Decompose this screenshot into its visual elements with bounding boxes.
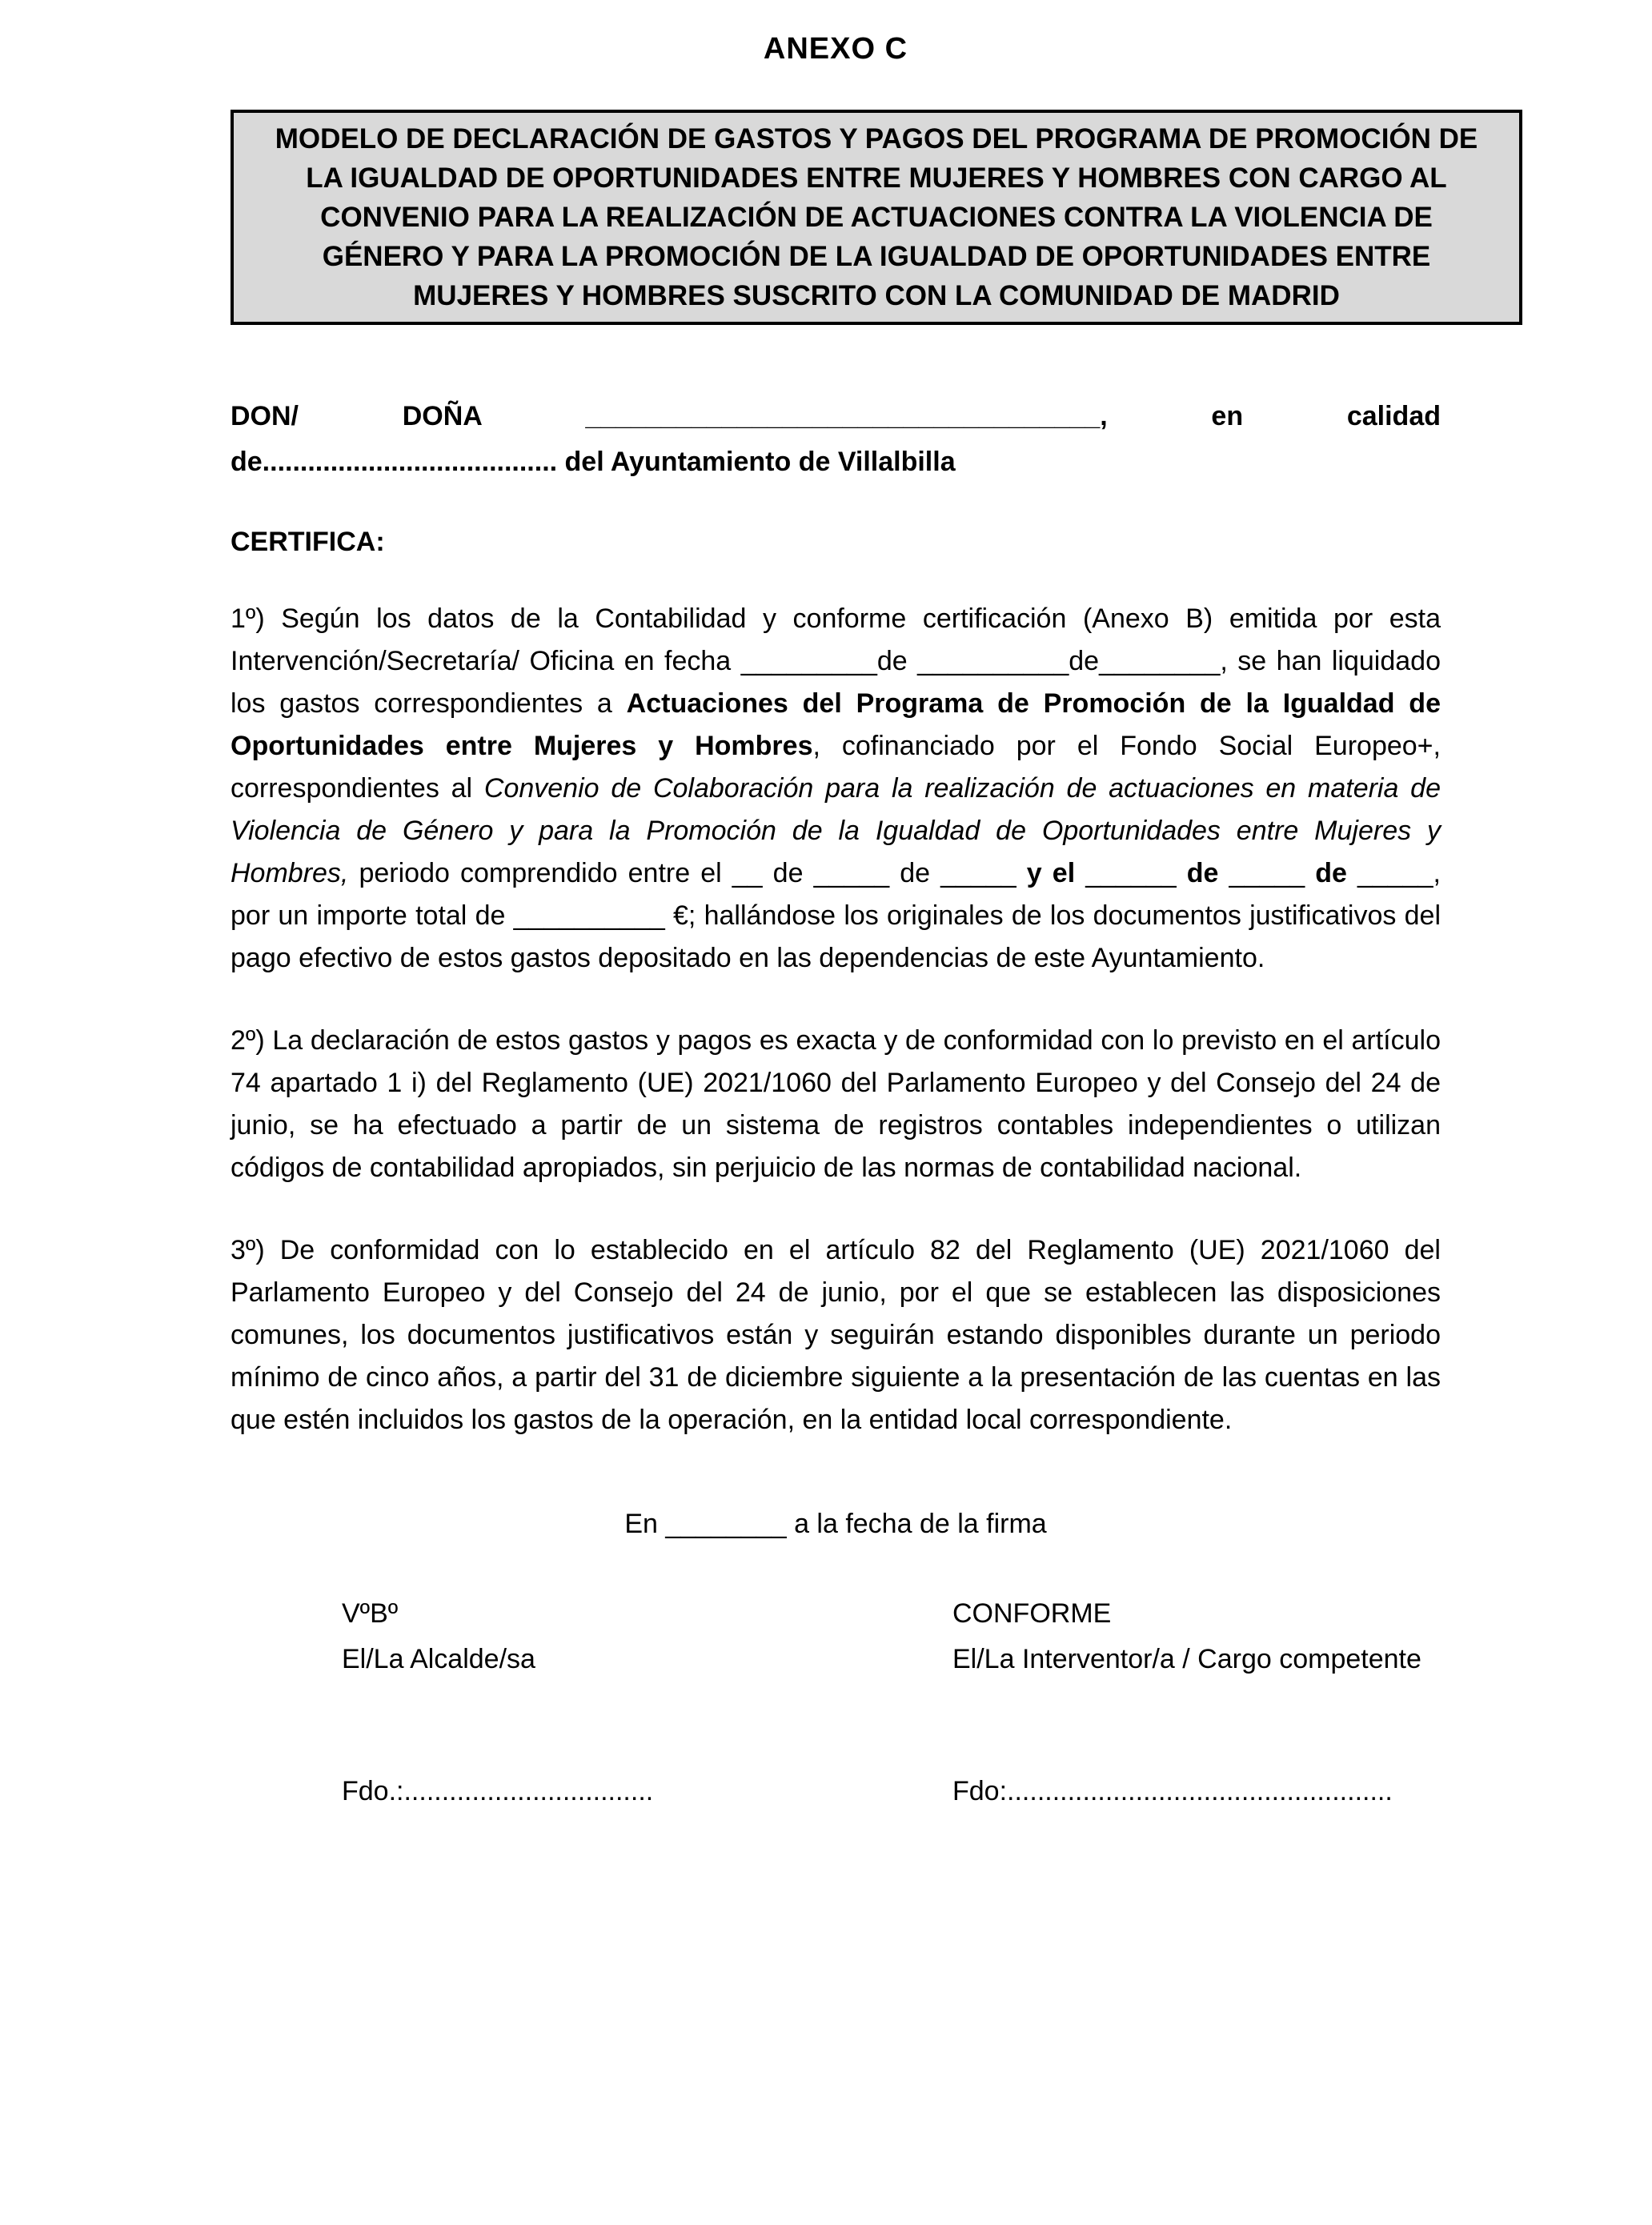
vobo-label: VºBº [342,1598,399,1629]
signature-right-column [952,1591,1441,1814]
addressee-heading [231,394,1441,485]
paragraph-1: 1º) Según los datos de la Contabilidad y conforme certificación (Anexo B) emitida por esta Intervención/Secretaría/ Oficina en fecha _________de __________de________, se han liquidado los gastos correspondientes a Actuaciones del Programa de Promoción de la Igualdad de Oportunidades entre Mujeres y Hombres, cofinanciado por el Fondo Social Europeo+, correspondientes al Convenio de Colaboración para la realización de actuaciones en materia de Violencia de Género y para la Promoción de la Igualdad de Oportunidades entre Mujeres y Hombres, periodo comprendido entre el __ de _____ de _____ y el ______ de _____ de _____, por un importe total de __________ €; hallándose los originales de los documentos justificativos del pago efectivo de estos gastos depositado en las dependencias de este Ayuntamiento. [231,603,1441,973]
title-box-text: MODELO DE DECLARACIÓN DE GASTOS Y PAGOS DEL PROGRAMA DE PROMOCIÓN DE LA IGUALDAD DE OPORTUNIDADES ENTRE MUJERES Y HOMBRES CON CARGO AL CONVENIO PARA LA REALIZACIÓN DE ACTUACIONES CONTRA LA VIOLENCIA DE GÉNERO Y PARA LA PROMOCIÓN DE LA IGUALDAD DE OPORTUNIDADES ENTRE MUJERES Y HOMBRES SUSCRITO CON LA COMUNIDAD DE MADRID [275,123,1478,311]
paragraph-3: 3º) De conformidad con lo establecido en el artículo 82 del Reglamento (UE) 2021/1060 del Parlamento Europeo y del Consejo del 24 de junio, por el que se establecen las disposiciones comunes, los documentos justificativos están y seguirán estando disponibles durante un periodo mínimo de cinco años, a partir del 31 de diciembre siguiente a la presentación de las cuentas en las que estén incluidos los gastos de la operación, en la entidad local correspondiente. [231,1235,1441,1435]
page-title: ANEXO C [763,32,908,66]
signature-block [231,1591,1441,1814]
alcalde-signature-line: Fdo.:................................. [342,1776,654,1806]
signature-left-column [342,1591,952,1814]
place-date-line: En ________ a la fecha de la firma [624,1509,1047,1539]
addressee-line-2: de....................................... del Ayuntamiento de Villalbilla [231,447,956,477]
interventor-signature-line: Fdo:................................................... [952,1776,1393,1806]
addressee-line-1: DON/ DOÑA __________________________________, en calidad [231,401,1441,431]
interventor-role-label: El/La Interventor/a / Cargo competente [952,1644,1421,1674]
alcalde-role-label: El/La Alcalde/sa [342,1644,535,1674]
title-box [231,110,1522,325]
paragraph-2: 2º) La declaración de estos gastos y pagos es exacta y de conformidad con lo previsto en el artículo 74 apartado 1 i) del Reglamento (UE) 2021/1060 del Parlamento Europeo y del Consejo del 24 de junio, se ha efectuado a partir de un sistema de registros contables independientes o utilizan códigos de contabilidad apropiados, sin perjuicio de las normas de contabilidad nacional. [231,1025,1441,1183]
certifies-label: CERTIFICA: [231,527,385,557]
conforme-label: CONFORME [952,1598,1112,1629]
